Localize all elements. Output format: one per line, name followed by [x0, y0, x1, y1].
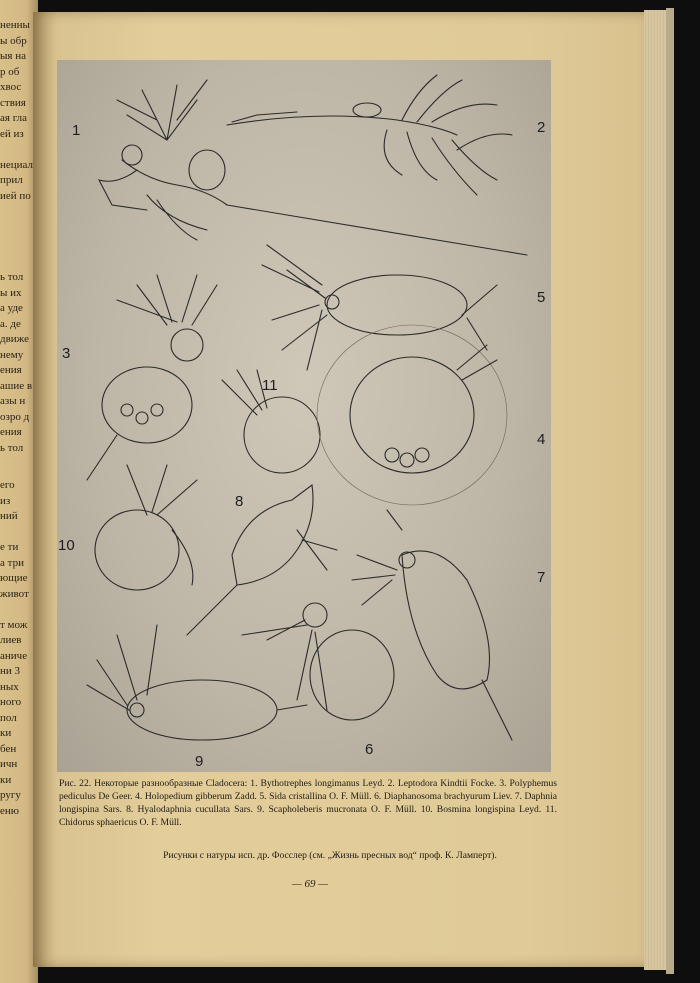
left-page-line: живот	[0, 587, 29, 600]
left-page-line: ь тол	[0, 271, 24, 283]
left-page-line: пол	[0, 711, 17, 724]
left-page-text-middle	[0, 270, 34, 456]
specimen-6-drawing	[242, 603, 394, 720]
left-page-line: нециал	[0, 158, 34, 171]
left-page-line: движе	[0, 333, 30, 345]
left-page-line: ных	[0, 680, 19, 693]
left-page-line: озро д	[0, 410, 30, 423]
left-page-line: ая гла	[0, 112, 28, 124]
illustration-plate	[57, 60, 551, 772]
figure-caption	[59, 777, 557, 829]
left-page-line: ией по	[0, 189, 31, 202]
label-2: 2	[537, 119, 546, 136]
label-9: 9	[195, 753, 204, 770]
left-page-line: а уде	[0, 302, 23, 314]
left-page-line: аниче	[0, 649, 28, 662]
specimen-9-drawing	[87, 625, 307, 740]
left-page-line: азы н	[0, 395, 26, 407]
left-page-line: прил	[0, 174, 23, 186]
left-page-line: е ти	[0, 541, 19, 553]
book-cover-edge	[666, 8, 674, 974]
label-1: 1	[72, 122, 81, 139]
left-page-line: его	[0, 479, 15, 491]
left-page-line	[0, 142, 34, 158]
specimen-8-drawing	[187, 485, 337, 635]
left-page-line: нему	[0, 348, 24, 361]
left-page-line: а. де	[0, 317, 21, 330]
left-page-line: ствия	[0, 96, 26, 109]
specimen-3-drawing	[87, 275, 217, 480]
left-page-line: т мож	[0, 618, 28, 631]
label-8: 8	[235, 493, 244, 510]
left-page-line: ний	[0, 510, 18, 522]
left-page-line: ки	[0, 773, 12, 786]
left-page-line: бен	[0, 742, 17, 755]
left-page-line: из	[0, 494, 11, 507]
left-page-line: ичн	[0, 758, 18, 770]
left-page-line: хвос	[0, 81, 22, 93]
left-page-line: ь тол	[0, 441, 24, 454]
label-7: 7	[537, 569, 546, 586]
label-3: 3	[62, 345, 71, 362]
left-page-line: ей из	[0, 127, 24, 140]
left-page-line: ы обр	[0, 34, 27, 47]
specimen-7-drawing	[352, 510, 512, 740]
specimen-4-drawing	[317, 325, 507, 505]
left-page-line: ненны	[0, 19, 30, 31]
specimen-2-drawing	[227, 75, 512, 195]
label-11: 11	[262, 377, 278, 394]
specimen-1-drawing	[99, 80, 527, 255]
left-page-line: ы их	[0, 286, 22, 299]
left-page-line: ашие в	[0, 379, 33, 392]
page-number: — 69 —	[291, 878, 329, 890]
left-page-line: ения	[0, 364, 22, 376]
left-page-line: ющие	[0, 572, 28, 584]
left-page-line: ения	[0, 426, 22, 438]
left-page-line: еню	[0, 804, 19, 817]
illustration-credit: Рисунки с натуры исп. др. Фосслер (см. „Жизнь пресных вод“ проф. К. Ламперт).	[163, 850, 497, 861]
left-page-text-lower	[0, 478, 34, 819]
left-page-line: р об	[0, 65, 20, 78]
page-edges	[644, 10, 668, 970]
left-page-line: ни 3	[0, 665, 21, 677]
cladocera-illustration	[57, 60, 551, 772]
label-4: 4	[537, 431, 546, 448]
left-page-line: ыя на	[0, 50, 26, 62]
left-page-line: ного	[0, 696, 22, 708]
caption-text: Рис. 22. Некоторые разнообразные Cladocera: 1. Bythotrephes longimanus Leyd. 2. Leptodora Kindtii Focke. 3. Polyphemus pediculus De Geer. 4. Holopedium gibberum Zadd. 5. Sida cristallina O. F. Müll. 6. Diaphanosoma brachyurum Liev. 7. Daphnia longispina Sars. 8. Hyalodaphnia cucullata Sars. 9. Scapholeberis mucronata O. F. Müll. 10. Bosmina longispina Leyd. 11. Chidorus sphaericus O. F. Müll.	[59, 778, 557, 828]
left-page-text-upper	[0, 18, 34, 204]
left-page-line: лиев	[0, 634, 22, 646]
label-10: 10	[58, 537, 75, 554]
left-page-line	[0, 602, 34, 618]
label-6: 6	[365, 741, 374, 758]
left-page-line	[0, 525, 34, 541]
specimen-5-drawing	[262, 245, 497, 370]
left-page-line: ругу	[0, 789, 21, 801]
left-page-line: а три	[0, 556, 24, 569]
left-page-line: ки	[0, 727, 12, 739]
label-5: 5	[537, 289, 546, 306]
specimen-10-drawing	[95, 465, 197, 590]
